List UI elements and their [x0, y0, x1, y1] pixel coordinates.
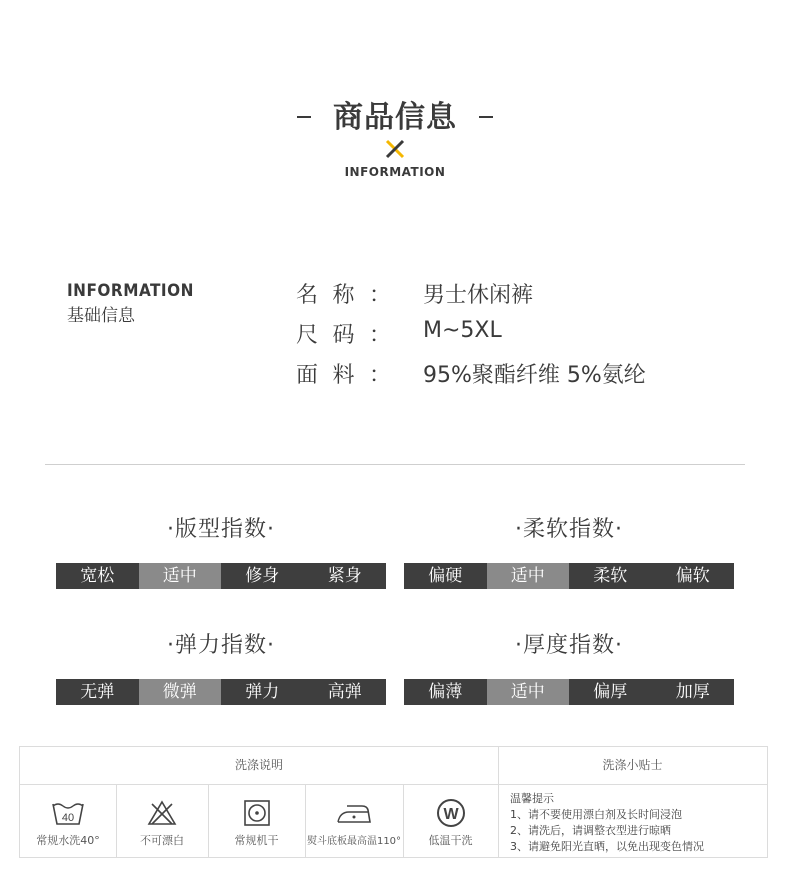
wet-clean-icon: [435, 798, 467, 828]
size-label: [296, 318, 391, 349]
label-char: 面: [296, 363, 319, 388]
tumble-dry-icon: [243, 800, 271, 826]
label-char: 称: [332, 283, 355, 308]
title-dash-left: [297, 116, 311, 118]
section-divider: [45, 464, 745, 465]
label-char: 料: [332, 363, 355, 388]
fit-index-bar: [56, 563, 386, 589]
softness-index-title: ·柔软指数·: [515, 517, 623, 542]
care-item-label: 低温干洗: [428, 834, 473, 847]
name-value: 男士休闲裤: [423, 283, 534, 308]
care-item-no-bleach: [116, 784, 208, 858]
care-item-tumble-dry: [208, 784, 305, 858]
index-option: 宽松: [80, 566, 115, 586]
index-option: 加厚: [675, 682, 710, 702]
label-colon: ：: [368, 283, 391, 308]
name-label: [296, 278, 391, 309]
care-tips-heading: 洗涤小贴士: [498, 747, 767, 785]
softness-index-bar: [404, 563, 734, 589]
index-option: 弹力: [245, 682, 280, 702]
elasticity-index-bar: [56, 679, 386, 705]
page-subtitle: INFORMATION: [344, 165, 446, 179]
elasticity-index-title: ·弹力指数·: [167, 633, 275, 658]
index-option: 无弹: [80, 682, 115, 702]
care-instructions-heading: 洗涤说明: [20, 747, 498, 785]
care-item-label: 熨斗底板最高温110°: [306, 836, 402, 847]
wash-temp-text: 40: [61, 812, 75, 824]
size-value: M~5XL: [423, 318, 502, 343]
page-title: [0, 92, 790, 136]
care-item-label: 不可漂白: [140, 834, 184, 847]
label-colon: ：: [368, 363, 391, 388]
index-option: 偏软: [675, 566, 710, 586]
label-char: 码: [332, 323, 355, 348]
info-heading-cn: 基础信息: [67, 306, 135, 326]
care-item-dry-clean: [403, 784, 498, 858]
no-bleach-icon: [147, 800, 177, 826]
tips-title: 温馨提示: [510, 792, 554, 805]
thickness-index-title: ·厚度指数·: [515, 633, 623, 658]
index-option: 偏厚: [593, 682, 628, 702]
tip-item: 2、请洗后，请调整衣型进行晾晒: [510, 824, 671, 837]
label-char: 尺: [296, 323, 319, 348]
index-option: 偏薄: [428, 682, 463, 702]
page-title-text: 商品信息: [333, 100, 457, 135]
index-option: 柔软: [593, 566, 628, 586]
care-tips: [510, 791, 704, 855]
index-option: 适中: [487, 679, 570, 705]
iron-110-icon: [335, 800, 373, 826]
care-item-wash: [20, 784, 116, 858]
index-option: 紧身: [327, 566, 362, 586]
index-option: 高弹: [327, 682, 362, 702]
care-item-iron: [305, 784, 403, 858]
care-table: [19, 746, 768, 858]
fabric-label: [296, 358, 391, 389]
index-option: 修身: [245, 566, 280, 586]
index-option: 微弹: [139, 679, 222, 705]
thickness-index-bar: [404, 679, 734, 705]
index-option: 适中: [487, 563, 570, 589]
tip-item: 3、请避免阳光直晒，以免出现变色情况: [510, 840, 704, 853]
label-colon: ：: [368, 323, 391, 348]
title-dash-right: [479, 116, 493, 118]
column-divider: [498, 747, 499, 857]
cross-icon: [384, 138, 406, 160]
info-heading-en: INFORMATION: [67, 281, 194, 301]
wet-clean-glyph: W: [442, 806, 459, 823]
fabric-value: 95%聚酯纤维 5%氨纶: [423, 363, 646, 388]
wash-40-icon: [51, 800, 85, 826]
tip-item: 1、请不要使用漂白剂及长时间浸泡: [510, 808, 682, 821]
fit-index-title: ·版型指数·: [167, 517, 275, 542]
index-option: 适中: [139, 563, 222, 589]
label-char: 名: [296, 283, 319, 308]
care-item-label: 常规机干: [234, 834, 279, 847]
care-item-label: 常规水洗40°: [36, 834, 100, 847]
index-option: 偏硬: [428, 566, 463, 586]
